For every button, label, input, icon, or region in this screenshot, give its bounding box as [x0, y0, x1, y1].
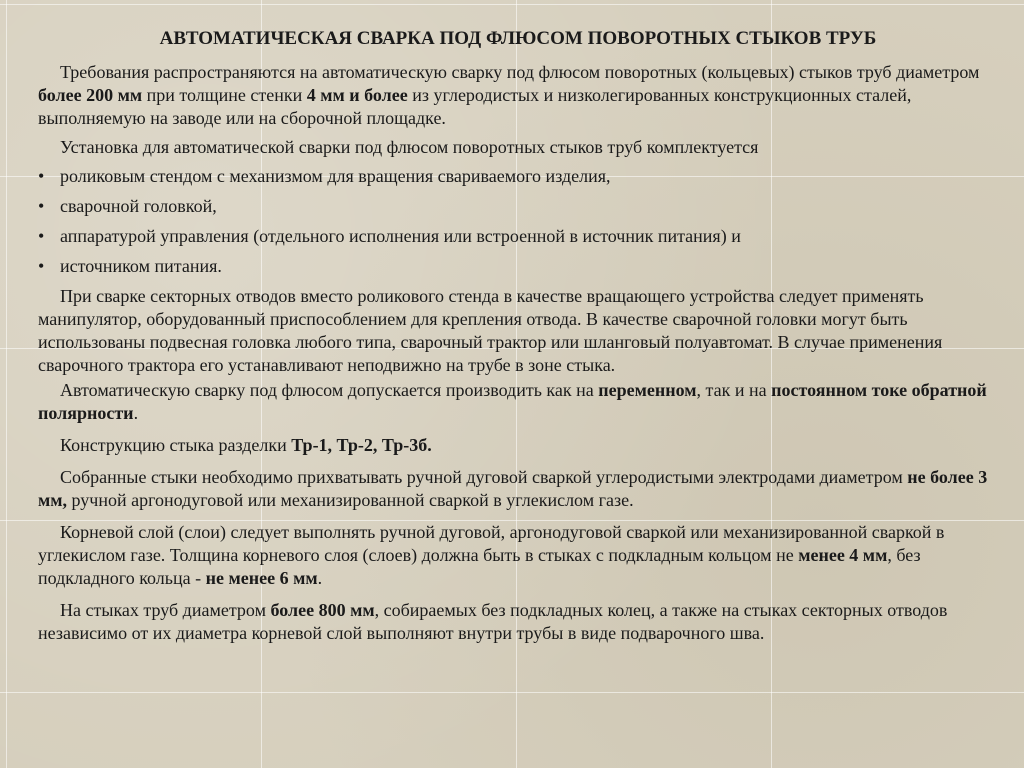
- text: Корневой слой (слои) следует выполнять ручной дуговой, аргонодуговой сваркой или механизированной сваркой в углекислом газе. Толщина корневого слоя (слоев) должна быть в стыках с подкладным кольцом не: [38, 522, 945, 565]
- paragraph-requirements: [38, 61, 998, 130]
- text: , без подкладного кольца -: [38, 545, 921, 588]
- paragraph-root-layer: [38, 521, 998, 590]
- slide: [38, 26, 998, 651]
- slide-content: [38, 61, 998, 645]
- bold-text: постоянном токе обратной полярности: [38, 380, 987, 423]
- bold-text: более 200 мм: [38, 85, 143, 105]
- paragraph-joint-design: [38, 434, 998, 457]
- text: при толщине стенки: [142, 85, 307, 105]
- list-item: [38, 255, 998, 278]
- bold-text: более 800 мм: [270, 600, 375, 620]
- text: из углеродистых и низколегированных конструкционных сталей, выполняемую на заводе или на сборочной площадке.: [38, 85, 912, 128]
- bullet-marker: •: [38, 196, 45, 216]
- text: Требования распространяются на автоматическую сварку под флюсом поворотных (кольцевых) стыков труб диаметром: [60, 62, 980, 82]
- text: .: [317, 568, 323, 588]
- text: Автоматическую сварку под флюсом допускается производить как на: [60, 380, 599, 400]
- list-item-text: аппаратурой управления (отдельного исполнения или встроенной в источник питания) и: [60, 226, 741, 246]
- list-item-text: источником питания.: [60, 256, 222, 276]
- text: Конструкцию стыка разделки: [60, 435, 292, 455]
- list-item-text: роликовым стендом с механизмом для вращения свариваемого изделия,: [60, 166, 611, 186]
- paragraph-tack-welding: [38, 466, 998, 512]
- bold-text: не менее 6 мм: [205, 568, 318, 588]
- text: На стыках труб диаметром: [60, 600, 271, 620]
- bold-text: менее 4 мм: [798, 545, 888, 565]
- bullet-marker: •: [38, 226, 45, 246]
- text: .: [133, 403, 139, 423]
- text: , собираемых без подкладных колец, а также на стыках секторных отводов независимо от их диаметра корневой слой выполняют внутри трубы в виде подварочного шва.: [38, 600, 948, 643]
- text: , так и на: [696, 380, 772, 400]
- bullet-marker: •: [38, 256, 45, 276]
- paragraph-current-type: [38, 379, 998, 425]
- paragraph-equipment: Установка для автоматической сварки под флюсом поворотных стыков труб комплектуется: [60, 137, 759, 157]
- text: ручной аргонодуговой или механизированной сваркой в углекислом газе.: [67, 490, 634, 510]
- slide-title: АВТОМАТИЧЕСКАЯ СВАРКА ПОД ФЛЮСОМ ПОВОРОТНЫХ СТЫКОВ ТРУБ: [159, 28, 877, 49]
- bold-text: Тр-1, Тр-2, Тр-3б.: [291, 435, 432, 455]
- bold-text: 4 мм и более: [306, 85, 408, 105]
- bullet-marker: •: [38, 166, 45, 186]
- list-item: [38, 165, 998, 188]
- text: Собранные стыки необходимо прихватывать ручной дуговой сваркой углеродистыми электродами диаметром: [60, 467, 908, 487]
- list-item: [38, 195, 998, 218]
- bold-text: переменном: [598, 380, 697, 400]
- bold-text: не более 3 мм,: [38, 467, 988, 510]
- paragraph-sector-bends: При сварке секторных отводов вместо роликового стенда в качестве вращающего устройства следует применять манипулятор, оборудованный приспособлением для крепления отвода. В качестве сварочной головки могут быть использованы подвесная головка любого типа, сварочный трактор или шланговый полуавтомат. В случае применения сварочного трактора его устанавливают неподвижно на трубе в зоне стыка.: [38, 286, 943, 375]
- list-item: [38, 225, 998, 248]
- paragraph-large-diameter: [38, 599, 998, 645]
- list-item-text: сварочной головкой,: [60, 196, 217, 216]
